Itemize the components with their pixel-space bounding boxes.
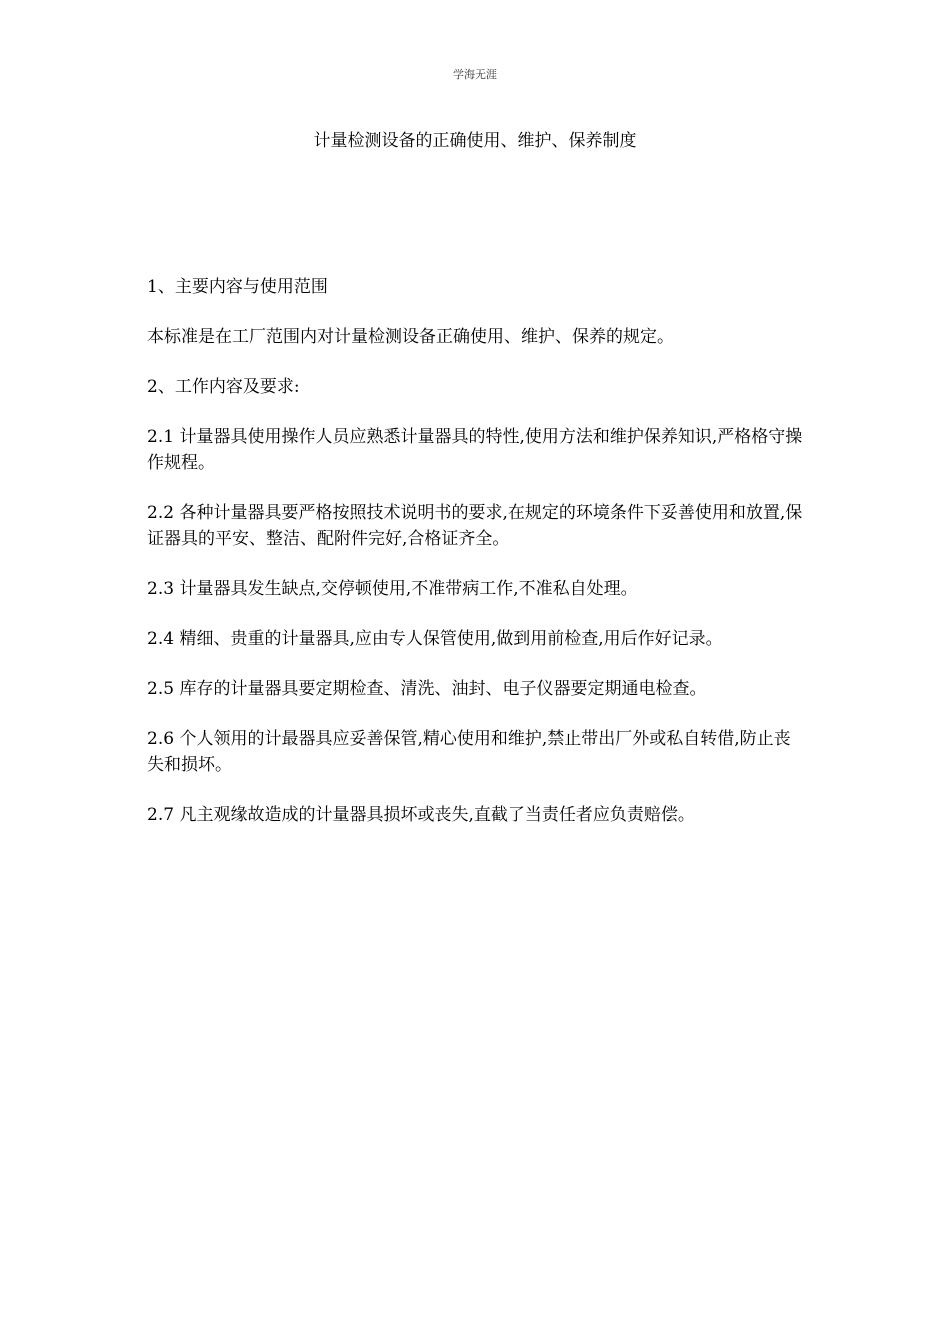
clause-2-6: 2.6 个人领用的计最器具应妥善保管,精心使用和维护,禁止带出厂外或私自转借,防止丧失和损坏。: [147, 729, 791, 775]
document-title: 计量检测设备的正确使用、维护、保养制度: [313, 131, 637, 151]
document-body: [147, 274, 807, 852]
clause-2-2: 2.2 各种计量器具要严格按照技术说明书的要求,在规定的环境条件下妥善使用和放置,保证器具的平安、整洁、配附件完好,合格证齐全。: [147, 503, 803, 549]
clause-2-1: 2.1 计量器具使用操作人员应熟悉计量器具的特性,使用方法和维护保养知识,严格格守操作规程。: [147, 427, 803, 473]
clause-2-5: 2.5 库存的计量器具要定期检查、清洗、油封、电子仪器要定期通电检查。: [147, 679, 707, 699]
clause-2-7: 2.7 凡主观缘故造成的计量器具损坏或丧失,直截了当责任者应负责赔偿。: [147, 805, 695, 825]
paragraph-scope: 本标准是在工厂范围内对计量检测设备正确使用、维护、保养的规定。: [147, 327, 674, 347]
clause-2-4: 2.4 精细、贵重的计量器具,应由专人保管使用,做到用前检查,用后作好记录。: [147, 629, 723, 649]
section-heading-2: 2、工作内容及要求:: [147, 377, 300, 397]
clause-2-3: 2.3 计量器具发生缺点,交停顿使用,不准带病工作,不准私自处理。: [147, 579, 638, 599]
section-heading-1: 1、主要内容与使用范围: [147, 277, 328, 297]
page-header: 学海无涯: [453, 68, 497, 81]
